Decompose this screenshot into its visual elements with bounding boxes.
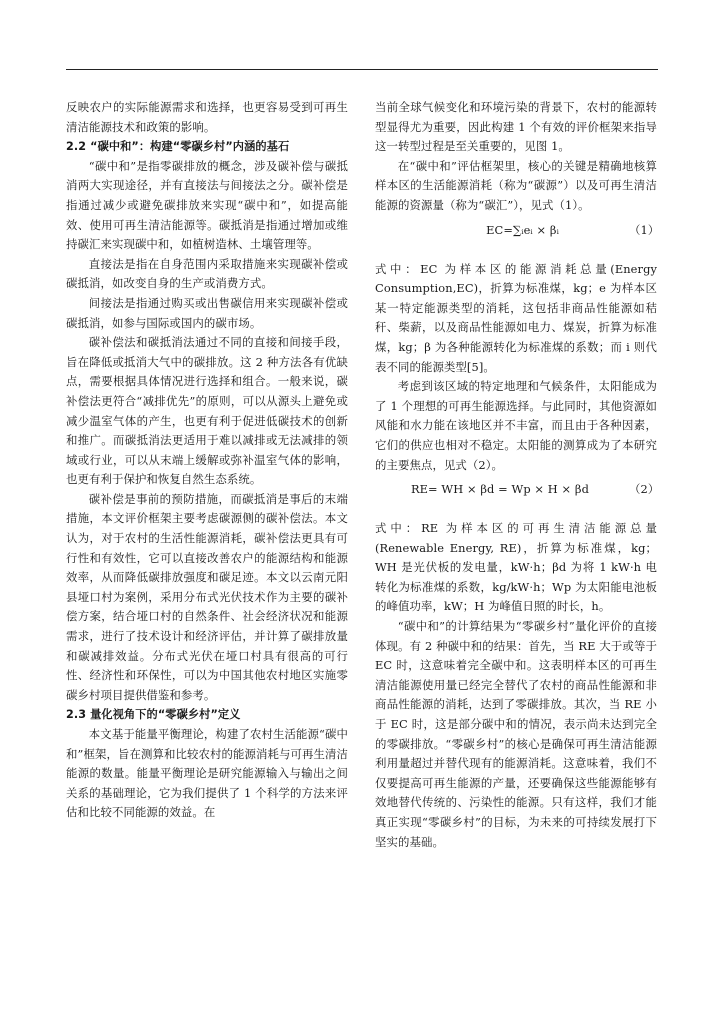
left-paragraph-6: 碳补偿是事前的预防措施，而碳抵消是事后的末端措施，本文评价框架主要考虑碳源侧的碳补偿法。本文认为，对于农村的生活性能源消耗，碳补偿法更具有可行性和有效性，它可以直接改善农户的能源结构和能源效率，从而降低碳排放强度和碳足迹。本文以云南元阳县垭口村为案例，采用分布式光伏技术作为主要的碳补偿方案，结合垭口村的自然条件、社会经济状况和能源需求，进行了技术设计和经济评估，并计算了碳排放量和碳减排效益。分布式光伏在垭口村具有很高的可行性、经济性和环保性，可以为中国其他农村地区实施零碳乡村项目提供借鉴和参考。 bbox=[66, 491, 348, 702]
equation-1-number: （1） bbox=[629, 222, 660, 237]
equation-2-number: （2） bbox=[629, 482, 660, 497]
left-paragraph-1: 反映农户的实际能源需求和选择，也更容易受到可再生清洁能源技术和政策的影响。 bbox=[66, 100, 348, 134]
right-paragraph-4: 考虑到该区域的特定地理和气候条件，太阳能成为了 1 个理想的可再生能源选择。与此同时，其他资源如风能和水力能在该地区并不丰富，而且由于各种因素，它们的供应也相对不稳定。太阳能的测算成为了本研究的主要焦点，见式（2）。 bbox=[375, 379, 657, 472]
left-paragraph-3: 直接法是指在自身范围内采取措施来实现碳补偿或碳抵消，如改变自身的生产或消费方式。 bbox=[66, 256, 348, 291]
equation-2 bbox=[375, 479, 660, 501]
equation-2-expression: RE= WH × βd = Wp × H × βd bbox=[410, 482, 589, 497]
equation-1 bbox=[375, 220, 660, 242]
right-paragraph-6: “碳中和”的计算结果为“零碳乡村”量化评价的直接体现。有 2 种碳中和的结果：首先，当 RE 大于或等于 EC 时，这意味着完全碳中和。这表明样本区的可再生清洁能源使用量已经完全替代了农村的商品性能源和非商品性能源的消耗，达到了零碳排放。其次，当 RE 小于 EC 时，这是部分碳中和的情况，表示尚未达到完全的零碳排放。“零碳乡村”的核心是确保可再生清洁能源利用量超过并替代现有的能源消耗。这意味着，我们不仅要提高可再生能源的产量，还要确保这些能源能够有效地替代传统的、污染性的能源。只有这样，我们才能真正实现“零碳乡村”的目标，为未来的可持续发展打下坚实的基础。 bbox=[375, 619, 657, 849]
header-rule bbox=[66, 69, 658, 70]
left-paragraph-5: 碳补偿法和碳抵消法通过不同的直接和间接手段，旨在降低或抵消大气中的碳排放。这 2 种方法各有优缺点，需要根据具体情况进行选择和组合。一般来说，碳补偿法更符合“减排优先”的原则，可以从源头上避免或减少温室气体的产生，也更有利于促进低碳技术的创新和推广。而碳抵消法更适用于难以减排或无法减排的领域或行业，可以从末端上缓解或弥补温室气体的影响，也更有利于保护和恢复自然生态系统。 bbox=[66, 335, 348, 487]
section-heading-2-2: 2.2 “碳中和”：构建“零碳乡村”内涵的基石 bbox=[66, 140, 290, 154]
right-paragraph-1: 当前全球气候变化和环境污染的背景下，农村的能源转型显得尤为重要，因此构建 1 个有效的评价框架来指导这一转型过程是至关重要的，见图 1。 bbox=[375, 100, 657, 154]
left-paragraph-4: 间接法是指通过购买或出售碳信用来实现碳补偿或碳抵消，如参与国际或国内的碳市场。 bbox=[66, 295, 348, 330]
left-paragraph-7: 本文基于能量平衡理论，构建了农村生活能源“碳中和”框架，旨在测算和比较农村的能源消耗与可再生清洁能源的数量。能量平衡理论是研究能源输入与输出之间关系的基础理论，它为我们提供了 1 个科学的方法来评估和比较不同能源的效益。在 bbox=[66, 727, 348, 820]
right-paragraph-2: 在“碳中和”评估框架里，核心的关键是精确地核算样本区的生活能源消耗（称为“碳源”）以及可再生清洁能源的资源量（称为“碳汇”），见式（1）。 bbox=[375, 158, 657, 212]
left-column bbox=[66, 98, 348, 823]
equation-1-expression: EC=∑ᵢeᵢ × βᵢ bbox=[486, 222, 559, 237]
right-paragraph-5: 式中：RE 为样本区的可再生清洁能源总量(Renewable Energy, RE)，折算为标准煤，kg；WH 是光伏板的发电量，kW·h；βd 为将 1 kW·h 电转化为标准煤的系数，kg/kW·h；Wp 为太阳能电池板的峰值功率，kW；H 为峰值日照的时长，h。 bbox=[375, 521, 657, 614]
section-heading-2-3: 2.3 量化视角下的“零碳乡村”定义 bbox=[66, 708, 241, 722]
left-paragraph-2: “碳中和”是指零碳排放的概念，涉及碳补偿与碳抵消两大实现途径，并有直接法与间接法之分。碳补偿是指通过减少或避免碳排放来实现“碳中和”，如提高能效、使用可再生清洁能源等。碳抵消是指通过增加或维持碳汇来实现碳中和，如植树造林、土壤管理等。 bbox=[66, 158, 348, 252]
right-paragraph-3: 式中：EC 为样本区的能源消耗总量(Energy Consumption,EC)，折算为标准煤，kg；e 为样本区某一特定能源类型的消耗，这包括非商品性能源如秸秆、柴薪，以及商品性能源如电力、煤炭，折算为标准煤，kg；β 为各种能源转化为标准煤的系数；而 i 则代表不同的能源类型[5]。 bbox=[375, 261, 657, 374]
right-column bbox=[375, 98, 660, 852]
